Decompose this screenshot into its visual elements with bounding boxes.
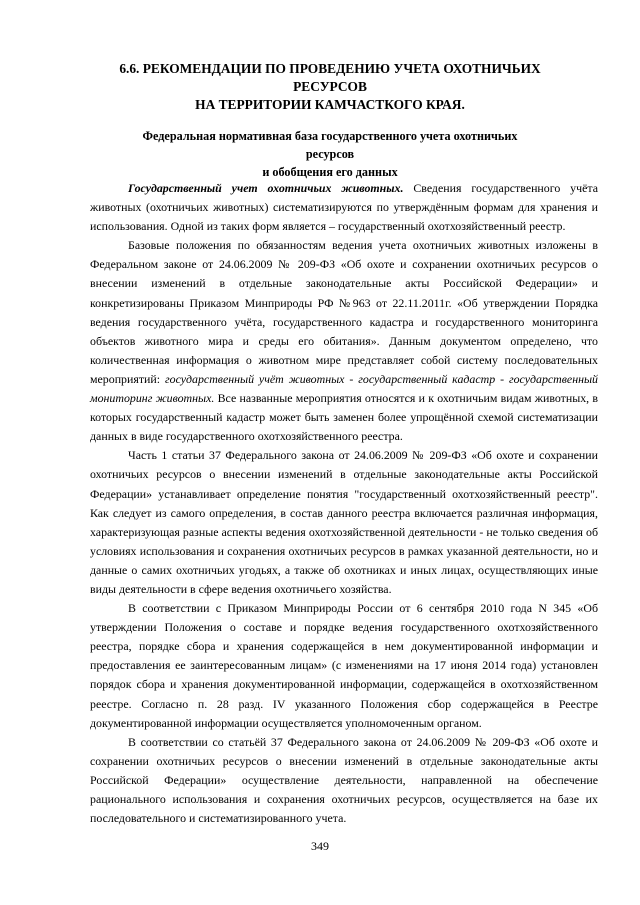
paragraph-2-text-part1: Базовые положения по обязанностям ведения учета охотничьих животных изложены в Федеральном законе от 24.06.2009 № 209-ФЗ «Об охоте и сохранении охотничьих ресурсов о внесении изменений в отдельные законодательные акты Российской Федерации» и конкретизированы Приказом Минприроды РФ №963 от 22.11.2011г. «Об утверждении Порядка ведения государственного учёта, государственного кадастра и государственного мониторинга объектов животного мира и среды его обитания». Данным документом определено, что количественная информация о животном мире представляет собой систему последовательных мероприятий: xyxy=(90,238,598,386)
paragraph-1 xyxy=(90,179,598,236)
paragraph-1-lead: Государственный учет охотничьих животных. xyxy=(128,181,404,195)
paragraph-1-text: Сведения государственного учёта животных (охотничьих животных) систематизируются по утверждённым формам для хранения и использования. Одной из таких форм является – государственный охотхозяйственный реестр. xyxy=(90,181,598,234)
chapter-title-line1: 6.6. РЕКОМЕНДАЦИИ ПО ПРОВЕДЕНИЮ УЧЕТА ОХОТНИЧЬИХ РЕСУРСОВ xyxy=(119,61,541,94)
paragraph-5: В соответствии со статьёй 37 Федерального закона от 24.06.2009 № 209-ФЗ «Об охоте и сохранении охотничьих ресурсов о внесении изменений в отдельные законодательные акты Российской Федерации» осуществление деятельности, направленной на обеспечение рационального использования и сохранения охотничьих ресурсов, осуществляется на базе их последовательного и систематизированного учета. xyxy=(90,734,598,826)
chapter-title-line2: НА ТЕРРИТОРИИ КАМЧАСТКОГО КРАЯ. xyxy=(195,97,465,112)
paragraph-2-text-part2: Все названные мероприятия относятся и к охотничьим видам животных, в которых государственный кадастр может быть заменен более упрощённой схемой систематизации данных в виде государственного охотхозяйственного реестра. xyxy=(90,391,598,444)
chapter-title xyxy=(90,60,570,114)
section-title-line2: и обобщения его данных xyxy=(262,165,398,179)
body-text xyxy=(90,179,598,828)
paragraph-4: В соответствии с Приказом Минприроды России от 6 сентября 2010 года N 345 «Об утверждении Положения о составе и порядке ведения государственного охотхозяйственного реестра, порядке сбора и хранения содержащейся в нем документированной информации и предоставления ее заинтересованным лицам» (с изменениями на 17 июня 2014 года) установлен порядок сбора и хранения документированной информации, содержащейся в охотхозяйственном реестре. Согласно п. 28 разд. IV указанного Положения сбор содержащейся в Реестре документированной информации осуществляется уполномоченным органом. xyxy=(90,601,598,730)
paragraph-2-italic: государственный учёт животных - государственный кадастр - государственный мониторинг животных. xyxy=(90,371,598,406)
paragraph-2 xyxy=(90,236,598,446)
page-number: 349 xyxy=(311,839,329,853)
section-title-line1: Федеральная нормативная база государственного учета охотничьих ресурсов xyxy=(142,129,518,161)
paragraph-3: Часть 1 статьи 37 Федерального закона от 24.06.2009 № 209-ФЗ «Об охоте и сохранении охотничьих ресурсов о внесении изменений в отдельные законодательные акты Российской Федерации» устанавливает определение понятия "государственный охотхозяйственный реестр". Как следует из самого определения, в состав данного реестра включается различная информация, характеризующая разные аспекты ведения охотхозяйственной деятельности - не только сведения об условиях использования и сохранения охотничьих ресурсов в рамках указанной деятельности, но и данные о самих охотничьих угодьях, а также об охотниках и иных лицах, осуществляющих иные виды деятельности в сфере ведения охотничьего хозяйства. xyxy=(90,448,598,596)
section-title xyxy=(120,127,540,181)
